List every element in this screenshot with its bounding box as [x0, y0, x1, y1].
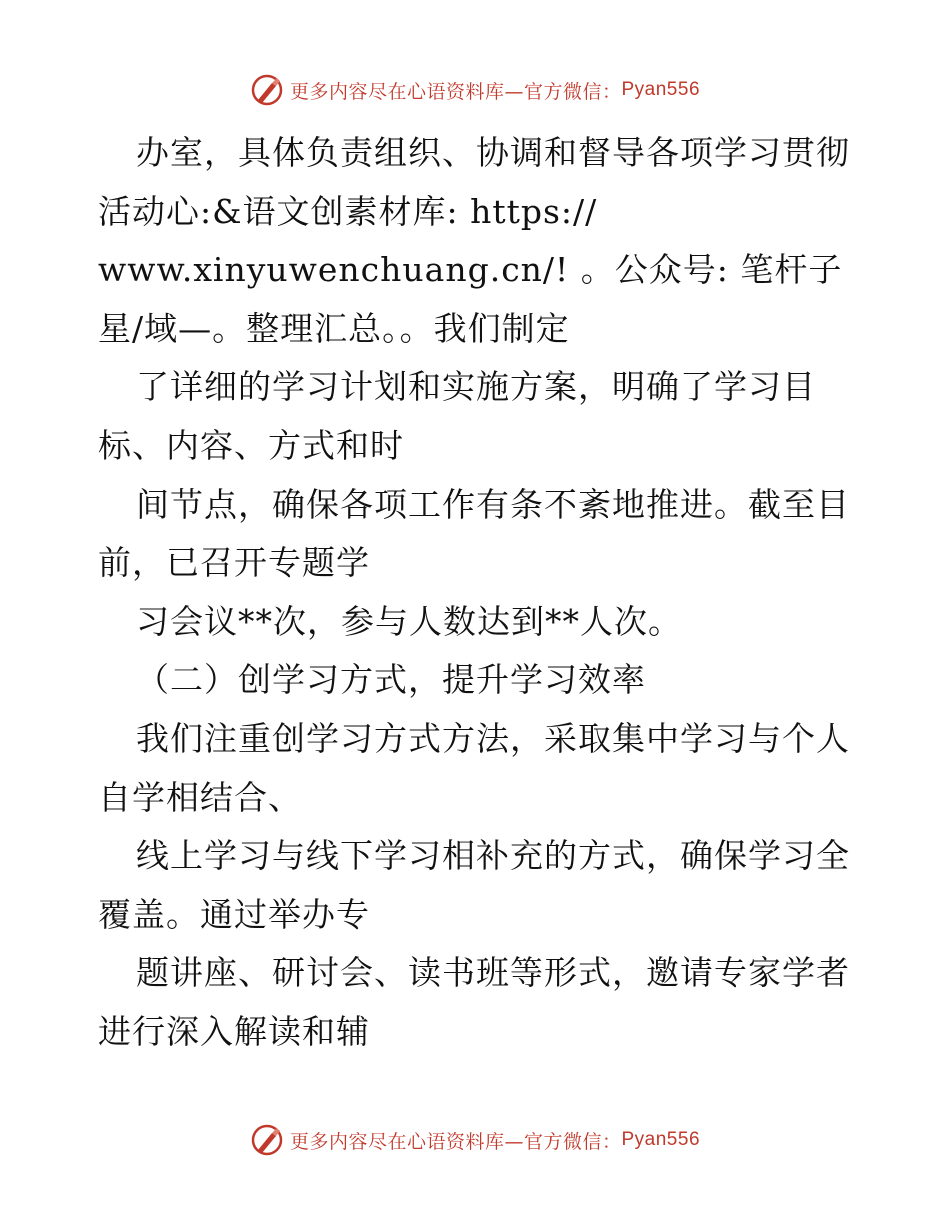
text-line-8: 前，已召开专题学	[98, 543, 370, 583]
text-line-7: 间节点，确保各项工作有条不紊地推进。截至目	[136, 484, 850, 524]
footer-watermark-banner	[0, 1120, 950, 1160]
banner-wechat-handle: Pyan556	[621, 79, 701, 100]
pen-logo-icon	[250, 1123, 284, 1157]
document-body	[98, 124, 858, 1062]
header-watermark-banner	[0, 70, 950, 110]
text-line-9: 习会议**次，参与人数达到**人次。	[136, 601, 682, 641]
text-line-1: 办室，具体负责组织、协调和督导各项学习贯彻	[136, 133, 850, 172]
banner-text: 更多内容尽在心语资料库—官方微信：	[289, 80, 622, 103]
text-line-5: 了详细的学习计划和实施方案，明确了学习目	[136, 367, 816, 407]
banner-text: 更多内容尽在心语资料库—官方微信：	[289, 1130, 622, 1153]
text-line-12: 自学相结合、	[98, 777, 302, 817]
text-line-13: 线上学习与线下学习相补充的方式，确保学习全	[136, 836, 850, 876]
text-line-15: 题讲座、研讨会、读书班等形式，邀请专家学者	[136, 953, 850, 993]
text-line-16: 进行深入解读和辅	[98, 1011, 370, 1051]
text-line-6: 标、内容、方式和时	[98, 425, 404, 465]
section-heading: （二）创学习方式，提升学习效率	[136, 660, 646, 700]
banner-wechat-handle: Pyan556	[621, 1129, 701, 1150]
text-line-2: 活动心:&语文创素材库: https://	[98, 191, 598, 231]
pen-logo-icon	[250, 73, 284, 107]
text-line-4: 星/域—。整理汇总。。我们制定	[98, 308, 570, 348]
text-line-3: www.xinyuwenchuang.cn/! 。公众号: 笔杆子	[98, 250, 843, 290]
text-line-14: 覆盖。通过举办专	[98, 894, 370, 934]
text-line-11: 我们注重创学习方式方法，采取集中学习与个人	[136, 718, 850, 758]
